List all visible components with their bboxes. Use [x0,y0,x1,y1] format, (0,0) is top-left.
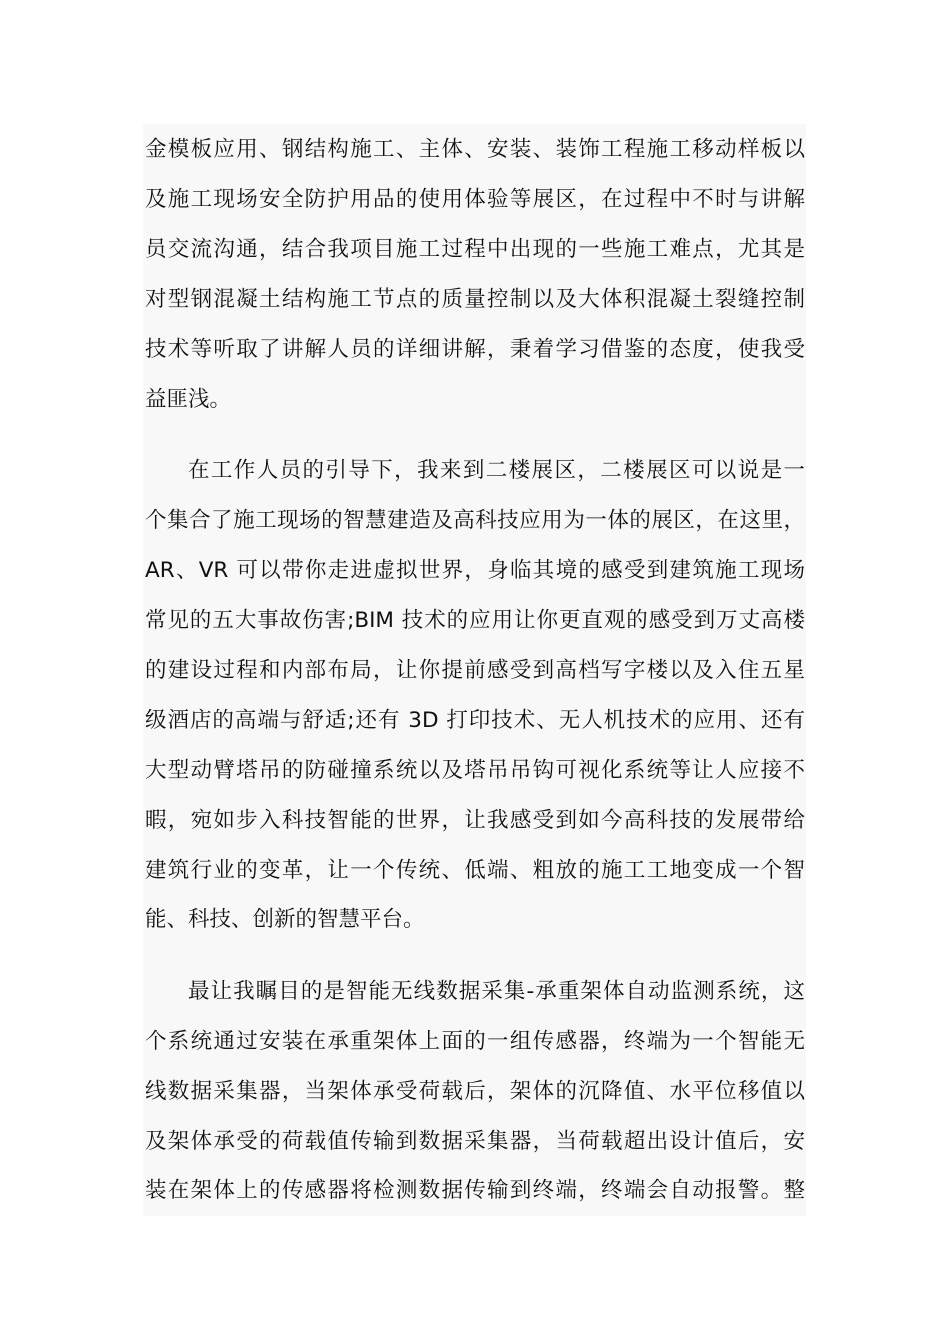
paragraph-3-line-2: 个系统通过安装在承重架体上面的一组传感器，终端为一个智能无 [145,1029,805,1054]
paragraph-1-line-3: 员交流沟通，结合我项目施工过程中出现的一些施工难点，尤其是 [145,237,805,262]
paragraph-2-line-2: 个集合了施工现场的智慧建造及高科技应用为一体的展区，在这里， [145,508,805,533]
paragraph-2-line-7: 大型动臂塔吊的防碰撞系统以及塔吊吊钩可视化系统等让人应接不 [145,758,805,783]
paragraph-3-line-4: 及架体承受的荷载值传输到数据采集器，当荷载超出设计值后，安 [145,1129,805,1154]
paragraph-1-line-1: 金模板应用、钢结构施工、主体、安装、装饰工程施工移动样板以 [145,137,805,162]
paragraph-2-line-9: 建筑行业的变革，让一个传统、低端、粗放的施工工地变成一个智 [145,858,805,883]
paragraph-1-line-4: 对型钢混凝土结构施工节点的质量控制以及大体积混凝土裂缝控制 [145,287,805,312]
paragraph-2-line-5: 的建设过程和内部布局，让你提前感受到高档写字楼以及入住五星 [145,658,805,683]
paragraph-2-line-6: 级酒店的高端与舒适;还有 3D 打印技术、无人机技术的应用、还有 [145,708,805,733]
paragraph-3-line-5: 装在架体上的传感器将检测数据传输到终端，终端会自动报警。整 [145,1178,805,1203]
paragraph-2-line-1: 在工作人员的引导下，我来到二楼展区，二楼展区可以说是一 [188,458,805,483]
paragraph-3-line-1: 最让我瞩目的是智能无线数据采集-承重架体自动监测系统，这 [188,979,805,1004]
paragraph-1-line-6: 益匪浅。 [145,387,232,412]
paragraph-2-line-10: 能、科技、创新的智慧平台。 [145,907,425,932]
paragraph-1-line-5: 技术等听取了讲解人员的详细讲解，秉着学习借鉴的态度，使我受 [145,337,805,362]
paragraph-3-line-3: 线数据采集器，当架体承受荷载后，架体的沉降值、水平位移值以 [145,1079,805,1104]
paragraph-1-line-2: 及施工现场安全防护用品的使用体验等展区，在过程中不时与讲解 [145,187,805,212]
paragraph-2-line-3: AR、VR 可以带你走进虚拟世界，身临其境的感受到建筑施工现场 [145,558,805,583]
paragraph-2-line-8: 暇，宛如步入科技智能的世界，让我感受到如今高科技的发展带给 [145,808,805,833]
paragraph-2-line-4: 常见的五大事故伤害;BIM 技术的应用让你更直观的感受到万丈高楼 [145,608,805,633]
